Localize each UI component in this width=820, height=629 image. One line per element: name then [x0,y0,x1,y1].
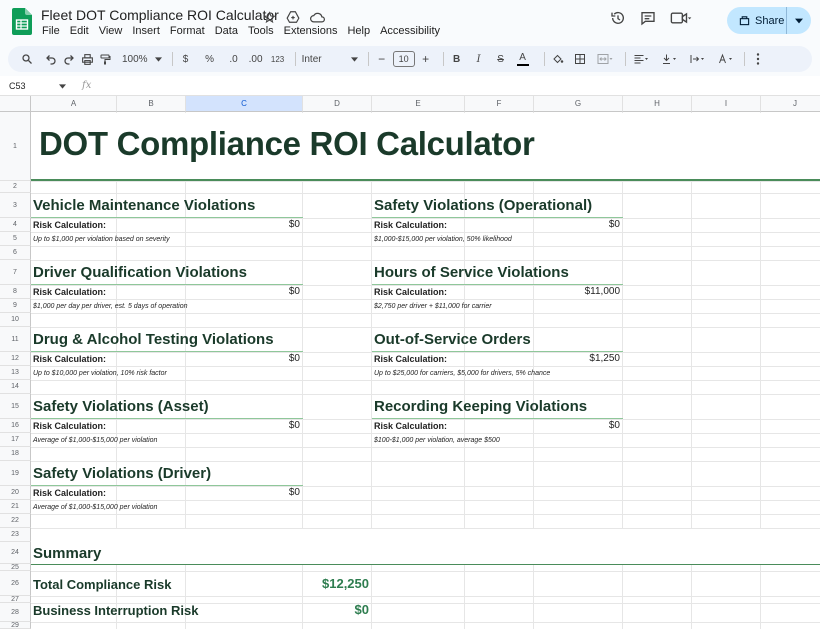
column-header-i[interactable]: I [692,96,761,112]
row-gridline [31,447,820,448]
section-title-drug-alcohol: Drug & Alcohol Testing Violations [33,331,274,348]
toolbar-divider [295,52,296,66]
section-underline [372,284,623,285]
risk-label: Risk Calculation: [374,220,448,230]
section-underline [31,217,303,218]
row-header-5[interactable]: 5 [0,232,31,246]
row-header-27[interactable]: 27 [0,596,31,603]
column-header-b[interactable]: B [117,96,186,112]
fill-color-icon[interactable] [551,49,565,69]
section-underline [31,351,303,352]
print-icon[interactable] [80,49,94,69]
row-gridline [31,218,820,219]
row-header-28[interactable]: 28 [0,603,31,622]
toolbar-divider [172,52,173,66]
sheet-title: DOT Compliance ROI Calculator [39,125,535,162]
risk-value-drug-alcohol[interactable]: $0 [288,353,300,364]
note-safety-operational: $1,000-$15,000 per violation, 50% likelihood [374,236,512,243]
decrease-decimal-button[interactable]: .0 [229,53,238,65]
meet-icon[interactable] [670,11,692,25]
section-underline [31,485,303,486]
row-header-19[interactable]: 19 [0,461,31,486]
document-title[interactable]: Fleet DOT Compliance ROI Calculator [41,7,279,23]
risk-label: Risk Calculation: [33,488,107,498]
toolbar-divider [544,52,545,66]
row-gridline [31,193,820,194]
paint-format-icon[interactable] [98,49,112,69]
row-header-13[interactable]: 13 [0,366,31,380]
row-header-22[interactable]: 22 [0,514,31,528]
header-actions [610,10,692,26]
text-color-swatch [517,64,529,66]
section-underline [372,217,623,218]
italic-button[interactable]: I [476,53,481,65]
row-header-26[interactable]: 26 [0,571,31,596]
font-size-input[interactable] [393,49,415,69]
text-color-button[interactable] [516,49,530,69]
sheets-logo-icon[interactable] [12,8,32,35]
row-gridline [31,596,820,597]
risk-label: Risk Calculation: [374,354,448,364]
more-options-icon[interactable] [751,49,765,69]
row-header-6[interactable]: 6 [0,246,31,260]
percent-format-button[interactable]: % [205,53,215,65]
title-divider [31,179,820,181]
risk-label: Risk Calculation: [374,421,448,431]
row-gridline [31,313,820,314]
section-title-safety-asset: Safety Violations (Asset) [33,398,209,415]
note-vehicle-maintenance: Up to $1,000 per violation based on severity [33,236,170,243]
row-gridline [31,486,820,487]
row-header-17[interactable]: 17 [0,433,31,447]
row-header-10[interactable]: 10 [0,313,31,327]
column-header-g[interactable]: G [534,96,623,112]
row-gridline [31,380,820,381]
menu-format[interactable]: Format [169,25,205,37]
formula-bar [0,76,820,96]
toolbar-divider [443,52,444,66]
note-driver-qualification: $1,000 per day per driver, est. 5 days of operation [33,303,188,310]
business-interruption-risk-label: Business Interruption Risk [33,603,199,618]
row-gridline [31,514,820,515]
note-hours-of-service: $2,750 per driver + $11,000 for carrier [374,303,492,310]
share-label: Share [755,14,785,27]
row-header-2[interactable]: 2 [0,181,31,193]
column-header-d[interactable]: D [303,96,372,112]
vertical-align-icon[interactable] [660,49,678,69]
section-title-safety-operational: Safety Violations (Operational) [374,197,593,214]
business-interruption-risk-value[interactable]: $0 [354,602,369,617]
row-gridline [31,260,820,261]
summary-merged-cell [32,529,820,564]
row-gridline [31,622,820,623]
section-title-safety-driver: Safety Violations (Driver) [33,465,212,482]
note-safety-asset: Average of $1,000-$15,000 per violation [33,437,158,444]
currency-format-button[interactable]: $ [182,53,189,65]
cell-reference: C53 [9,80,26,91]
menu-file[interactable]: File [42,25,60,37]
row-header-25[interactable]: 25 [0,564,31,571]
toolbar [8,46,812,72]
increase-decimal-button[interactable]: .00 [248,53,263,65]
star-icon[interactable] [260,8,278,26]
row-gridline [31,366,820,367]
section-title-hours-of-service: Hours of Service Violations [374,264,569,281]
menu-accessibility[interactable]: Accessibility [380,25,440,37]
row-header-1[interactable]: 1 [0,112,31,181]
row-header-9[interactable]: 9 [0,299,31,313]
risk-value-out-of-service[interactable]: $1,250 [589,353,620,364]
toolbar-divider [744,52,745,66]
row-gridline [31,394,820,395]
menu-extensions[interactable]: Extensions [283,25,338,37]
menu-insert[interactable]: Insert [132,25,160,37]
risk-label: Risk Calculation: [374,287,448,297]
column-header-e[interactable]: E [372,96,465,112]
section-title-out-of-service: Out-of-Service Orders [374,331,531,348]
row-gridline [31,327,820,328]
risk-value-safety-driver[interactable]: $0 [288,487,300,498]
font-name: Inter [301,53,322,65]
risk-label: Risk Calculation: [33,354,107,364]
risk-value-safety-operational[interactable]: $0 [608,219,620,230]
fx-label: fx [82,80,92,91]
menu-tools[interactable]: Tools [247,25,274,37]
row-header-3[interactable]: 3 [0,193,31,218]
toolbar-divider [625,52,626,66]
strikethrough-button[interactable]: S [497,53,504,65]
row-header-7[interactable]: 7 [0,260,31,285]
font-select[interactable] [302,49,358,69]
bold-button[interactable]: B [452,53,461,65]
row-gridline [31,246,820,247]
text-rotation-icon[interactable] [716,49,734,69]
row-gridline [31,433,820,434]
column-header-j[interactable]: J [761,96,820,112]
row-gridline [31,181,820,182]
row-header-29[interactable]: 29 [0,622,31,629]
number-format-button[interactable]: 123 [270,54,285,64]
risk-value-driver-qualification[interactable]: $0 [288,286,300,297]
total-compliance-risk-value[interactable]: $12,250 [322,576,369,591]
select-all-corner[interactable] [0,96,31,112]
row-gridline [31,419,820,420]
row-header-12[interactable]: 12 [0,352,31,366]
increase-font-size-button[interactable]: + [422,52,430,66]
borders-icon[interactable] [573,49,587,69]
version-history-icon[interactable] [610,10,626,26]
title-bar [0,0,820,44]
note-drug-alcohol: Up to $10,000 per violation, 10% risk factor [33,370,167,377]
section-title-record-keeping: Recording Keeping Violations [374,398,588,415]
risk-value-record-keeping[interactable]: $0 [608,420,620,431]
row-header-16[interactable]: 16 [0,419,31,433]
note-safety-driver: Average of $1,000-$15,000 per violation [33,504,158,511]
column-header-h[interactable]: H [623,96,692,112]
text-wrapping-icon[interactable] [688,49,706,69]
zoom-value: 100% [122,53,148,65]
column-header-f[interactable]: F [465,96,534,112]
menu-view[interactable]: View [98,25,123,37]
sheet-grid[interactable] [0,96,820,629]
row-gridline [31,571,820,572]
zoom-select[interactable] [122,49,162,69]
section-underline [372,351,623,352]
toolbar-divider [368,52,369,66]
risk-label: Risk Calculation: [33,220,107,230]
row-header-18[interactable]: 18 [0,447,31,461]
risk-value-vehicle-maintenance[interactable]: $0 [288,219,300,230]
move-to-drive-icon[interactable] [284,8,302,26]
row-header-23[interactable]: 23 [0,528,31,542]
row-header-20[interactable]: 20 [0,486,31,500]
comments-icon[interactable] [640,10,656,26]
section-underline [31,418,303,419]
row-header-14[interactable]: 14 [0,380,31,394]
row-gridline [31,461,820,462]
section-title-driver-qualification: Driver Qualification Violations [33,264,247,281]
row-header-8[interactable]: 8 [0,285,31,299]
redo-icon[interactable] [62,49,76,69]
row-header-24[interactable]: 24 [0,542,31,564]
row-header-4[interactable]: 4 [0,218,31,232]
summary-underline [31,564,820,565]
text-color-letter: A [519,51,526,63]
search-icon[interactable] [20,49,34,69]
font-size-value: 10 [393,51,415,67]
merge-cells-icon[interactable] [595,49,615,69]
risk-value-safety-asset[interactable]: $0 [288,420,300,431]
formula-input[interactable] [99,77,820,95]
title-icons [260,8,326,26]
row-gridline [31,299,820,300]
row-header-21[interactable]: 21 [0,500,31,514]
section-underline [31,284,303,285]
share-dropdown-icon[interactable] [787,18,811,24]
menu-edit[interactable]: Edit [69,25,89,37]
share-button[interactable] [727,7,811,34]
horizontal-align-icon[interactable] [632,49,650,69]
risk-label: Risk Calculation: [33,287,107,297]
column-header-c[interactable]: C [186,96,303,112]
note-out-of-service: Up to $25,000 for carriers, $5,000 for drivers, 5% chance [374,370,551,377]
cloud-status-icon[interactable] [308,8,326,26]
summary-title: Summary [33,545,102,562]
row-header-15[interactable]: 15 [0,394,31,419]
section-title-vehicle-maintenance: Vehicle Maintenance Violations [33,197,256,214]
row-gridline [31,232,820,233]
row-header-11[interactable]: 11 [0,327,31,352]
name-box-dropdown-icon [59,84,66,89]
section-underline [372,418,623,419]
total-compliance-risk-label: Total Compliance Risk [33,577,172,592]
menu-help[interactable]: Help [347,25,371,37]
column-header-a[interactable]: A [31,96,117,112]
undo-icon[interactable] [44,49,58,69]
risk-label: Risk Calculation: [33,421,107,431]
row-gridline [31,352,820,353]
share-icon [739,15,750,26]
decrease-font-size-button[interactable]: − [378,52,386,66]
note-record-keeping: $100-$1,000 per violation, average $500 [374,437,500,444]
menu-data[interactable]: Data [214,25,238,37]
name-box[interactable] [0,81,70,91]
row-gridline [31,500,820,501]
risk-value-hours-of-service[interactable]: $11,000 [584,286,620,297]
row-gridline [31,285,820,286]
menu-bar [42,25,450,37]
